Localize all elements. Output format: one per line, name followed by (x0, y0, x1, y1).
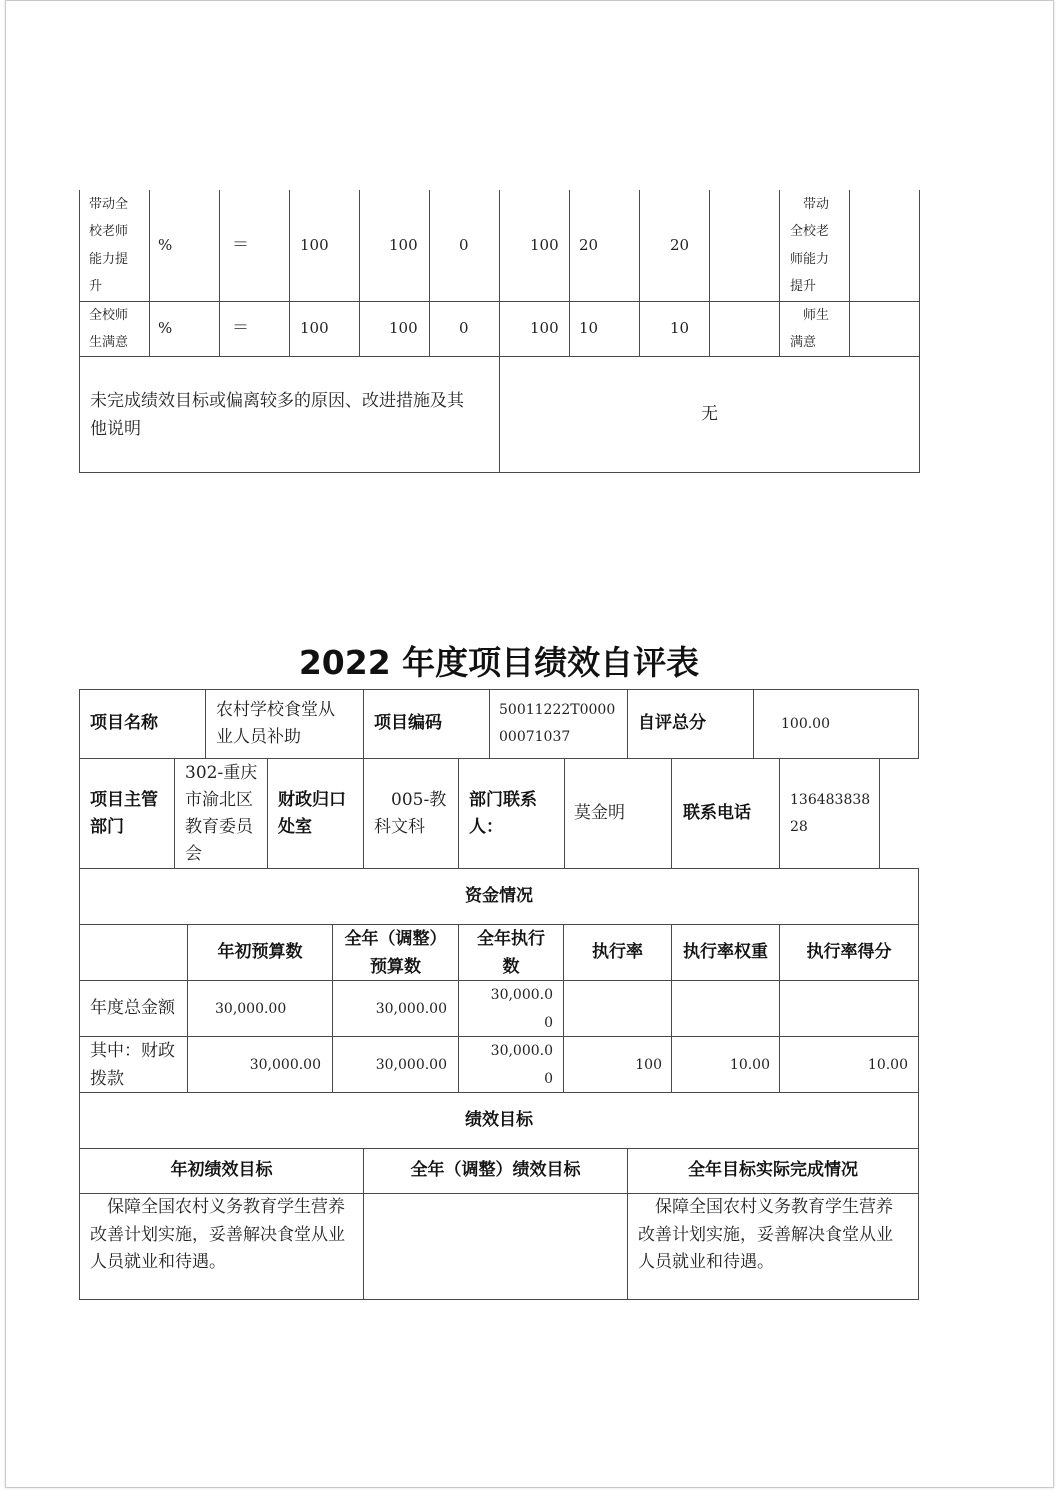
remark-text: 带动全校老师能力提升 (790, 196, 830, 294)
dept-label-cell (79, 758, 175, 869)
unit-cell (149, 190, 220, 302)
indicator-text: 全校师生满意 (89, 307, 129, 350)
empty-cell (849, 190, 920, 302)
deviation-cell (429, 190, 500, 302)
funds-header-execution-rate (563, 924, 672, 981)
score-cell (639, 301, 710, 357)
score-text: 20 (670, 235, 690, 254)
header-text: 全年执行数 (477, 928, 545, 977)
header-text: 执行率得分 (806, 941, 892, 962)
deviation-text: 0 (459, 235, 469, 254)
adjusted-budget-cell (332, 980, 459, 1037)
finance-office-label-cell (267, 758, 364, 869)
empty-cell (563, 980, 672, 1037)
funds-section-header (79, 868, 919, 925)
deviation-text: 0 (459, 319, 469, 338)
funds-header-rate-weight (671, 924, 780, 981)
score-text: 10 (670, 319, 690, 338)
empty-cell (363, 1193, 628, 1300)
goals-section-header (79, 1092, 919, 1149)
weight-text: 20 (579, 235, 599, 254)
operator-text: ＝ (232, 234, 249, 255)
phone-label: 联系电话 (683, 802, 751, 823)
funds-header-rate-score (779, 924, 919, 981)
goals-header-initial (79, 1148, 364, 1194)
empty-cell (79, 924, 188, 981)
goals-header-adjusted (363, 1148, 628, 1194)
contact-value-cell (564, 758, 672, 869)
contact-label-cell (458, 758, 565, 869)
actual-value-cell (359, 301, 430, 357)
header-text: 全年（调整）绩效目标 (410, 1160, 581, 1181)
project-name-label-cell (79, 689, 206, 759)
project-code-label: 项目编码 (374, 713, 442, 734)
executed-value: 30,000.00 (490, 986, 553, 1031)
initial-goal-cell (79, 1193, 364, 1300)
contact-value: 莫金明 (574, 802, 625, 823)
deviation-cell (429, 301, 500, 357)
adjusted-budget-value: 30,000.00 (375, 1056, 447, 1073)
completion-rate-text: 100 (530, 319, 559, 338)
finance-office-value-cell (363, 758, 459, 869)
indicator-cell (79, 301, 150, 357)
empty-cell (849, 301, 920, 357)
phone-label-cell (671, 758, 780, 869)
operator-cell (219, 301, 290, 357)
rate-score-value: 10.00 (867, 1056, 908, 1073)
project-name-value-cell (205, 689, 364, 759)
explanation-label-cell (79, 356, 500, 473)
weight-cell (569, 301, 640, 357)
rate-weight-value: 10.00 (729, 1056, 770, 1073)
initial-budget-cell (187, 1036, 333, 1093)
explanation-value: 无 (701, 403, 718, 424)
remark-text: 师生满意 (790, 307, 830, 350)
rate-weight-cell (671, 1036, 780, 1093)
explanation-value-cell (499, 356, 920, 473)
actual-value-text: 100 (389, 319, 418, 338)
execution-rate-cell (563, 1036, 672, 1093)
initial-budget-cell (187, 980, 333, 1037)
self-score-value: 100.00 (781, 716, 830, 732)
project-code-value-cell (489, 689, 628, 759)
phone-value: 13648383828 (790, 791, 871, 835)
funds-header-adjusted-budget (332, 924, 459, 981)
empty-cell (709, 301, 780, 357)
empty-cell (709, 190, 780, 302)
funds-row-label-cell (79, 1036, 188, 1093)
remark-cell (779, 190, 850, 302)
completion-rate-text: 100 (530, 235, 559, 254)
goals-section-title: 绩效目标 (465, 1109, 533, 1130)
target-value-cell (289, 301, 360, 357)
actual-completion-cell (627, 1193, 919, 1300)
dept-label: 项目主管部门 (90, 789, 158, 837)
executed-cell (458, 980, 564, 1037)
funds-header-executed (458, 924, 564, 981)
funds-section-title: 资金情况 (465, 885, 533, 906)
unit-text: % (158, 319, 173, 338)
header-text: 全年目标实际完成情况 (688, 1160, 858, 1181)
initial-goal-text: 保障全国农村义务教育学生营养改善计划实施，妥善解决食堂从业人员就业和待遇。 (90, 1197, 345, 1272)
operator-text: ＝ (232, 318, 249, 339)
initial-budget-value: 30,000.00 (215, 1000, 287, 1017)
project-code-value: 50011222T000000071037 (499, 702, 616, 745)
project-code-label-cell (363, 689, 490, 759)
remark-cell (779, 301, 850, 357)
finance-office-value: 005-教科文科 (374, 789, 447, 837)
weight-cell (569, 190, 640, 302)
finance-office-label: 财政归口处室 (278, 789, 346, 837)
actual-value-text: 100 (389, 235, 418, 254)
dept-value-cell (174, 758, 268, 869)
contact-label: 部门联系人： (469, 789, 537, 837)
explanation-label: 未完成绩效目标或偏离较多的原因、改进措施及其他说明 (90, 390, 464, 439)
page-title: 2022 年度项目绩效自评表 (298, 643, 700, 682)
completion-rate-cell (499, 301, 570, 357)
adjusted-budget-cell (332, 1036, 459, 1093)
header-text: 执行率权重 (683, 941, 768, 962)
header-text: 执行率 (592, 941, 643, 962)
project-name-value: 农村学校食堂从业人员补助 (216, 700, 335, 747)
score-cell (639, 190, 710, 302)
project-name-label: 项目名称 (90, 713, 158, 734)
funds-row-label: 其中：财政拨款 (90, 1040, 175, 1089)
dept-value: 302-重庆市渝北区教育委员会 (185, 762, 258, 864)
self-score-value-cell (753, 689, 919, 759)
header-text: 年初预算数 (217, 941, 303, 962)
weight-text: 10 (579, 319, 599, 338)
target-value-cell (289, 190, 360, 302)
self-score-label: 自评总分 (638, 713, 706, 734)
executed-cell (458, 1036, 564, 1093)
funds-row-label-cell (79, 980, 188, 1037)
goals-header-actual (627, 1148, 919, 1194)
initial-budget-value: 30,000.00 (249, 1056, 321, 1073)
unit-cell (149, 301, 220, 357)
target-value-text: 100 (300, 319, 329, 338)
header-text: 全年（调整）预算数 (344, 928, 447, 977)
funds-row-label: 年度总金额 (90, 997, 175, 1018)
unit-text: % (158, 235, 173, 254)
funds-header-initial-budget (187, 924, 333, 981)
actual-completion-text: 保障全国农村义务教育学生营养改善计划实施，妥善解决食堂从业人员就业和待遇。 (638, 1197, 893, 1272)
empty-cell (671, 980, 780, 1037)
adjusted-budget-value: 30,000.00 (375, 1000, 447, 1017)
indicator-text: 带动全校老师能力提升 (89, 196, 129, 294)
self-score-label-cell (627, 689, 754, 759)
execution-rate-value: 100 (635, 1056, 662, 1073)
empty-cell (779, 980, 919, 1037)
header-text: 年初绩效目标 (170, 1160, 273, 1181)
indicator-cell (79, 190, 150, 302)
operator-cell (219, 190, 290, 302)
target-value-text: 100 (300, 235, 329, 254)
completion-rate-cell (499, 190, 570, 302)
rate-score-cell (779, 1036, 919, 1093)
phone-value-cell (779, 758, 880, 869)
actual-value-cell (359, 190, 430, 302)
executed-value: 30,000.00 (490, 1042, 553, 1087)
